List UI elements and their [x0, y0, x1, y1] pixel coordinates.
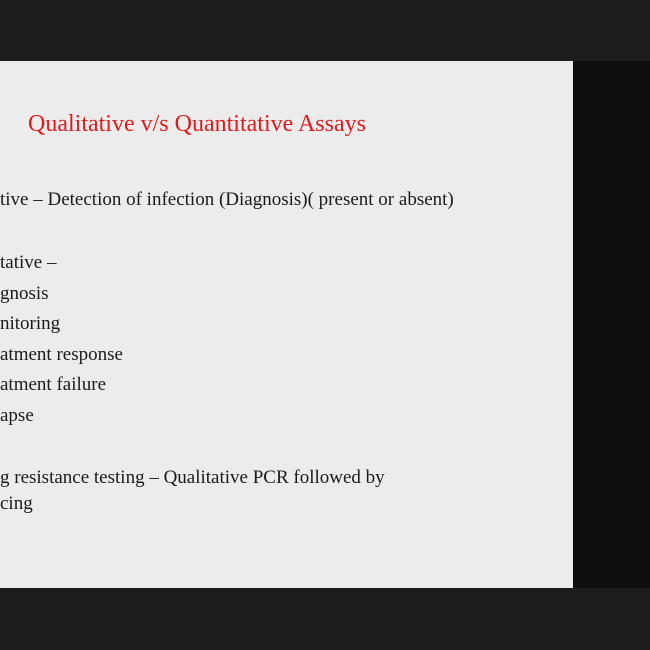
slide-line-relapse: apse [0, 405, 34, 426]
slide-line-treatment-response: atment response [0, 344, 123, 365]
side-panel [573, 61, 650, 588]
top-bar [0, 0, 650, 61]
slide-line-qualitative: tive – Detection of infection (Diagnosis)( present or absent) [0, 189, 454, 210]
slide-title: Qualitative v/s Quantitative Assays [28, 111, 366, 137]
slide-line-monitoring: nitoring [0, 313, 61, 334]
slide-line-drug-resistance: g resistance testing – Qualitative PCR followed by [0, 467, 385, 488]
slide-line-treatment-failure: atment failure [0, 374, 107, 395]
slide-line-quantitative: tative – [0, 252, 57, 273]
presentation-slide [0, 61, 573, 588]
slide-line-sequencing: cing [0, 493, 33, 514]
slide-line-diagnosis: gnosis [0, 283, 49, 304]
bottom-bar [0, 588, 650, 650]
